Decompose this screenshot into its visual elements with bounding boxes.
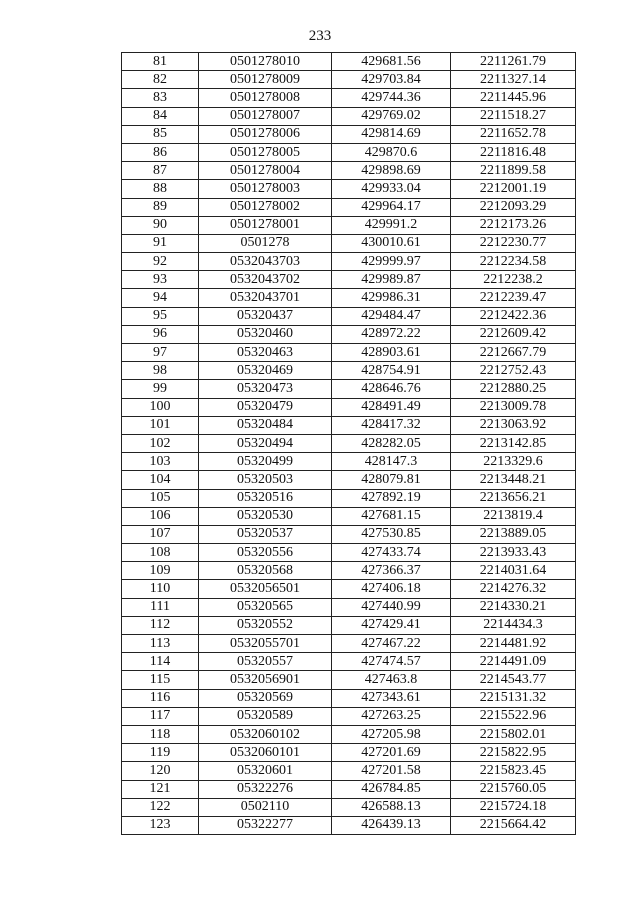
y-coordinate-cell: 2214330.21	[451, 598, 576, 616]
y-coordinate-cell: 2211816.48	[451, 143, 576, 161]
table-row	[122, 434, 576, 452]
point-code-cell: 05322277	[199, 816, 332, 834]
y-coordinate-cell: 2215522.96	[451, 707, 576, 725]
x-coordinate-cell: 427263.25	[332, 707, 451, 725]
y-coordinate-cell: 2213142.85	[451, 434, 576, 452]
y-coordinate-cell: 2214481.92	[451, 635, 576, 653]
y-coordinate-cell: 2212239.47	[451, 289, 576, 307]
row-number-cell: 103	[122, 453, 199, 471]
point-code-cell: 05320568	[199, 562, 332, 580]
table-row	[122, 253, 576, 271]
point-code-cell: 0532043702	[199, 271, 332, 289]
x-coordinate-cell: 429484.47	[332, 307, 451, 325]
x-coordinate-cell: 427201.69	[332, 744, 451, 762]
table-row	[122, 216, 576, 234]
point-code-cell: 05320530	[199, 507, 332, 525]
table-row	[122, 471, 576, 489]
x-coordinate-cell: 427366.37	[332, 562, 451, 580]
row-number-cell: 113	[122, 635, 199, 653]
row-number-cell: 81	[122, 53, 199, 71]
table-row	[122, 616, 576, 634]
table-row	[122, 453, 576, 471]
x-coordinate-cell: 429989.87	[332, 271, 451, 289]
row-number-cell: 117	[122, 707, 199, 725]
point-code-cell: 05322276	[199, 780, 332, 798]
x-coordinate-cell: 427205.98	[332, 725, 451, 743]
row-number-cell: 121	[122, 780, 199, 798]
y-coordinate-cell: 2212752.43	[451, 362, 576, 380]
point-code-cell: 0501278009	[199, 71, 332, 89]
row-number-cell: 105	[122, 489, 199, 507]
row-number-cell: 97	[122, 344, 199, 362]
point-code-cell: 05320537	[199, 525, 332, 543]
row-number-cell: 122	[122, 798, 199, 816]
row-number-cell: 95	[122, 307, 199, 325]
row-number-cell: 98	[122, 362, 199, 380]
y-coordinate-cell: 2213656.21	[451, 489, 576, 507]
point-code-cell: 05320469	[199, 362, 332, 380]
y-coordinate-cell: 2212238.2	[451, 271, 576, 289]
y-coordinate-cell: 2211899.58	[451, 162, 576, 180]
row-number-cell: 94	[122, 289, 199, 307]
x-coordinate-cell: 429814.69	[332, 125, 451, 143]
point-code-cell: 05320437	[199, 307, 332, 325]
x-coordinate-cell: 427343.61	[332, 689, 451, 707]
row-number-cell: 93	[122, 271, 199, 289]
table-row	[122, 362, 576, 380]
row-number-cell: 123	[122, 816, 199, 834]
x-coordinate-cell: 427463.8	[332, 671, 451, 689]
y-coordinate-cell: 2212234.58	[451, 253, 576, 271]
row-number-cell: 120	[122, 762, 199, 780]
table-row	[122, 544, 576, 562]
table-row	[122, 53, 576, 71]
y-coordinate-cell: 2211327.14	[451, 71, 576, 89]
point-code-cell: 0501278008	[199, 89, 332, 107]
row-number-cell: 119	[122, 744, 199, 762]
point-code-cell: 05320601	[199, 762, 332, 780]
point-code-cell: 0532060101	[199, 744, 332, 762]
y-coordinate-cell: 2211518.27	[451, 107, 576, 125]
x-coordinate-cell: 428754.91	[332, 362, 451, 380]
x-coordinate-cell: 429986.31	[332, 289, 451, 307]
y-coordinate-cell: 2213819.4	[451, 507, 576, 525]
x-coordinate-cell: 426439.13	[332, 816, 451, 834]
x-coordinate-cell: 429933.04	[332, 180, 451, 198]
y-coordinate-cell: 2214434.3	[451, 616, 576, 634]
x-coordinate-cell: 429870.6	[332, 143, 451, 161]
point-code-cell: 0532043703	[199, 253, 332, 271]
table-row	[122, 143, 576, 161]
point-code-cell: 0532055701	[199, 635, 332, 653]
table-row	[122, 198, 576, 216]
point-code-cell: 0501278003	[199, 180, 332, 198]
point-code-cell: 05320494	[199, 434, 332, 452]
y-coordinate-cell: 2213889.05	[451, 525, 576, 543]
point-code-cell: 05320552	[199, 616, 332, 634]
point-code-cell: 0501278006	[199, 125, 332, 143]
x-coordinate-cell: 429744.36	[332, 89, 451, 107]
table-row	[122, 798, 576, 816]
row-number-cell: 85	[122, 125, 199, 143]
point-code-cell: 0501278001	[199, 216, 332, 234]
row-number-cell: 84	[122, 107, 199, 125]
point-code-cell: 0501278002	[199, 198, 332, 216]
point-code-cell: 05320569	[199, 689, 332, 707]
row-number-cell: 88	[122, 180, 199, 198]
row-number-cell: 115	[122, 671, 199, 689]
x-coordinate-cell: 427433.74	[332, 544, 451, 562]
table-row	[122, 707, 576, 725]
y-coordinate-cell: 2213448.21	[451, 471, 576, 489]
point-code-cell: 05320460	[199, 325, 332, 343]
table-row	[122, 125, 576, 143]
y-coordinate-cell: 2215724.18	[451, 798, 576, 816]
x-coordinate-cell: 427440.99	[332, 598, 451, 616]
table-row	[122, 325, 576, 343]
y-coordinate-cell: 2212001.19	[451, 180, 576, 198]
row-number-cell: 82	[122, 71, 199, 89]
point-code-cell: 05320484	[199, 416, 332, 434]
table-row	[122, 234, 576, 252]
x-coordinate-cell: 427429.41	[332, 616, 451, 634]
coordinates-table	[121, 52, 576, 835]
table-row	[122, 271, 576, 289]
y-coordinate-cell: 2215131.32	[451, 689, 576, 707]
y-coordinate-cell: 2212609.42	[451, 325, 576, 343]
x-coordinate-cell: 427530.85	[332, 525, 451, 543]
table-row	[122, 562, 576, 580]
row-number-cell: 116	[122, 689, 199, 707]
table-row	[122, 744, 576, 762]
y-coordinate-cell: 2215822.95	[451, 744, 576, 762]
table-row	[122, 780, 576, 798]
row-number-cell: 118	[122, 725, 199, 743]
y-coordinate-cell: 2212667.79	[451, 344, 576, 362]
row-number-cell: 107	[122, 525, 199, 543]
table-row	[122, 416, 576, 434]
table-row	[122, 816, 576, 834]
y-coordinate-cell: 2211652.78	[451, 125, 576, 143]
x-coordinate-cell: 429964.17	[332, 198, 451, 216]
row-number-cell: 83	[122, 89, 199, 107]
row-number-cell: 92	[122, 253, 199, 271]
row-number-cell: 111	[122, 598, 199, 616]
table-row	[122, 398, 576, 416]
y-coordinate-cell: 2215664.42	[451, 816, 576, 834]
table-row	[122, 162, 576, 180]
x-coordinate-cell: 430010.61	[332, 234, 451, 252]
x-coordinate-cell: 427406.18	[332, 580, 451, 598]
x-coordinate-cell: 428079.81	[332, 471, 451, 489]
y-coordinate-cell: 2213009.78	[451, 398, 576, 416]
y-coordinate-cell: 2211261.79	[451, 53, 576, 71]
y-coordinate-cell: 2214031.64	[451, 562, 576, 580]
point-code-cell: 0532056901	[199, 671, 332, 689]
table-row	[122, 671, 576, 689]
x-coordinate-cell: 428282.05	[332, 434, 451, 452]
row-number-cell: 89	[122, 198, 199, 216]
y-coordinate-cell: 2212230.77	[451, 234, 576, 252]
point-code-cell: 05320479	[199, 398, 332, 416]
x-coordinate-cell: 427681.15	[332, 507, 451, 525]
x-coordinate-cell: 429991.2	[332, 216, 451, 234]
table-row	[122, 525, 576, 543]
y-coordinate-cell: 2215760.05	[451, 780, 576, 798]
y-coordinate-cell: 2214276.32	[451, 580, 576, 598]
x-coordinate-cell: 428903.61	[332, 344, 451, 362]
x-coordinate-cell: 429769.02	[332, 107, 451, 125]
table-row	[122, 180, 576, 198]
x-coordinate-cell: 427892.19	[332, 489, 451, 507]
point-code-cell: 05320589	[199, 707, 332, 725]
y-coordinate-cell: 2213063.92	[451, 416, 576, 434]
row-number-cell: 87	[122, 162, 199, 180]
row-number-cell: 110	[122, 580, 199, 598]
row-number-cell: 104	[122, 471, 199, 489]
row-number-cell: 112	[122, 616, 199, 634]
point-code-cell: 0532043701	[199, 289, 332, 307]
row-number-cell: 108	[122, 544, 199, 562]
row-number-cell: 109	[122, 562, 199, 580]
x-coordinate-cell: 429681.56	[332, 53, 451, 71]
x-coordinate-cell: 427467.22	[332, 635, 451, 653]
table-row	[122, 507, 576, 525]
page-number: 233	[308, 28, 332, 44]
y-coordinate-cell: 2215802.01	[451, 725, 576, 743]
point-code-cell: 0501278005	[199, 143, 332, 161]
point-code-cell: 05320473	[199, 380, 332, 398]
x-coordinate-cell: 427201.58	[332, 762, 451, 780]
table-row	[122, 380, 576, 398]
x-coordinate-cell: 428147.3	[332, 453, 451, 471]
x-coordinate-cell: 428491.49	[332, 398, 451, 416]
point-code-cell: 05320503	[199, 471, 332, 489]
row-number-cell: 100	[122, 398, 199, 416]
table-body	[122, 53, 576, 835]
row-number-cell: 102	[122, 434, 199, 452]
y-coordinate-cell: 2213329.6	[451, 453, 576, 471]
row-number-cell: 91	[122, 234, 199, 252]
x-coordinate-cell: 428972.22	[332, 325, 451, 343]
row-number-cell: 114	[122, 653, 199, 671]
table-row	[122, 580, 576, 598]
table-row	[122, 725, 576, 743]
table-row	[122, 289, 576, 307]
point-code-cell: 0501278007	[199, 107, 332, 125]
table-row	[122, 489, 576, 507]
point-code-cell: 0501278010	[199, 53, 332, 71]
table-row	[122, 689, 576, 707]
table-row	[122, 635, 576, 653]
x-coordinate-cell: 428646.76	[332, 380, 451, 398]
y-coordinate-cell: 2215823.45	[451, 762, 576, 780]
row-number-cell: 96	[122, 325, 199, 343]
table-row	[122, 71, 576, 89]
table-row	[122, 107, 576, 125]
point-code-cell: 05320556	[199, 544, 332, 562]
point-code-cell: 0501278	[199, 234, 332, 252]
x-coordinate-cell: 429999.97	[332, 253, 451, 271]
point-code-cell: 0532056501	[199, 580, 332, 598]
point-code-cell: 05320557	[199, 653, 332, 671]
x-coordinate-cell: 427474.57	[332, 653, 451, 671]
table-row	[122, 344, 576, 362]
y-coordinate-cell: 2212880.25	[451, 380, 576, 398]
y-coordinate-cell: 2213933.43	[451, 544, 576, 562]
point-code-cell: 05320499	[199, 453, 332, 471]
table-row	[122, 89, 576, 107]
y-coordinate-cell: 2212173.26	[451, 216, 576, 234]
x-coordinate-cell: 426588.13	[332, 798, 451, 816]
x-coordinate-cell: 428417.32	[332, 416, 451, 434]
y-coordinate-cell: 2214543.77	[451, 671, 576, 689]
table-row	[122, 307, 576, 325]
point-code-cell: 0532060102	[199, 725, 332, 743]
y-coordinate-cell: 2212422.36	[451, 307, 576, 325]
x-coordinate-cell: 429703.84	[332, 71, 451, 89]
table-row	[122, 653, 576, 671]
point-code-cell: 05320565	[199, 598, 332, 616]
x-coordinate-cell: 429898.69	[332, 162, 451, 180]
y-coordinate-cell: 2211445.96	[451, 89, 576, 107]
point-code-cell: 0501278004	[199, 162, 332, 180]
x-coordinate-cell: 426784.85	[332, 780, 451, 798]
row-number-cell: 99	[122, 380, 199, 398]
y-coordinate-cell: 2214491.09	[451, 653, 576, 671]
table-row	[122, 598, 576, 616]
table-row	[122, 762, 576, 780]
point-code-cell: 05320463	[199, 344, 332, 362]
row-number-cell: 101	[122, 416, 199, 434]
point-code-cell: 0502110	[199, 798, 332, 816]
point-code-cell: 05320516	[199, 489, 332, 507]
row-number-cell: 90	[122, 216, 199, 234]
row-number-cell: 106	[122, 507, 199, 525]
row-number-cell: 86	[122, 143, 199, 161]
y-coordinate-cell: 2212093.29	[451, 198, 576, 216]
